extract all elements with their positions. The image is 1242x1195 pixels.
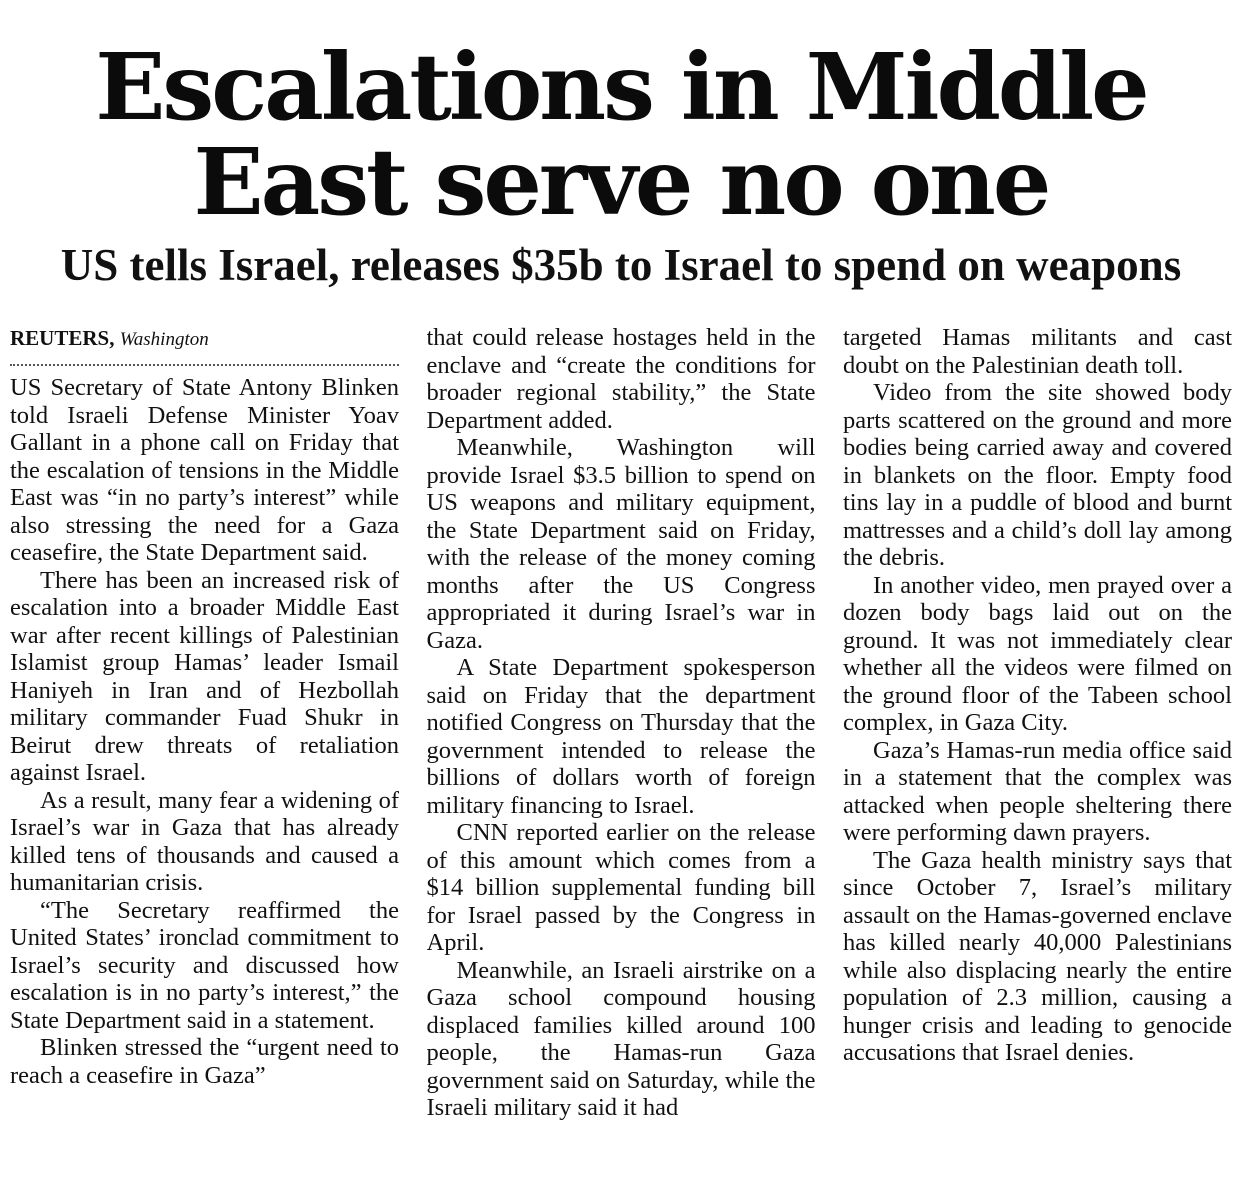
article-body xyxy=(10,324,1232,1184)
paragraph: The Gaza health ministry says that since October 7, Israel’s military assault on the Hamas-governed enclave has killed nearly 40,000 Palestinians while also displacing nearly the entire population of 2.3 million, causing a hunger crisis and leading to genocide accusations that Israel denies. xyxy=(843,846,1232,1066)
paragraph: US Secretary of State Antony Blinken told Israeli Defense Minister Yoav Gallant in a phone call on Friday that the escalation of tensions in the Middle East was “in no party’s interest” while also stressing the need for a Gaza ceasefire, the State Department said. xyxy=(10,374,399,566)
paragraph: A State Department spokesperson said on Friday that the department notified Congress on Thursday that the government intended to release the billions of dollars worth of foreign military financing to Israel. xyxy=(426,654,816,819)
paragraph: As a result, many fear a widening of Israel’s war in Gaza that has already killed tens of thousands and caused a humanitarian crisis. xyxy=(10,786,399,896)
paragraph: In another video, men prayed over a dozen body bags laid out on the ground. It was not immediately clear whether all the videos were filmed on the ground floor of the Tabeen school complex, in Gaza City. xyxy=(843,571,1232,736)
paragraph: Meanwhile, Washington will provide Israel $3.5 billion to spend on US weapons and military equipment, the State Department said on Friday, with the release of the money coming months after the US Congress appropriated it during Israel’s war in Gaza. xyxy=(426,434,816,654)
byline-agency: REUTERS, xyxy=(10,326,115,350)
column-1 xyxy=(10,324,399,1184)
subheadline: US tells Israel, releases $35b to Israel to spend on weapons xyxy=(60,240,1182,290)
paragraph: CNN reported earlier on the release of this amount which comes from a $14 billion supplemental funding bill for Israel passed by the Congress in April. xyxy=(426,819,816,956)
headline-line-1: Escalations in Middle xyxy=(95,33,1147,141)
headline xyxy=(10,0,1232,236)
byline-place: Washington xyxy=(119,329,209,350)
paragraph: Blinken stressed the “urgent need to reach a ceasefire in Gaza” xyxy=(10,1034,399,1089)
paragraph: Video from the site showed body parts scattered on the ground and more bodies being carried away and covered in blankets on the floor. Empty food tins lay in a puddle of blood and burnt mattresses and a child’s doll lay among the debris. xyxy=(843,379,1232,571)
byline xyxy=(10,324,399,366)
headline-line-2: East serve no one xyxy=(193,128,1049,236)
column-3 xyxy=(843,324,1232,1184)
paragraph-continuation: that could release hostages held in the enclave and “create the conditions for broader regional stability,” the State Department added. xyxy=(426,324,816,434)
paragraph: There has been an increased risk of escalation into a broader Middle East war after recent killings of Palestinian Islamist group Hamas’ leader Ismail Haniyeh in Iran and of Hezbollah military commander Fuad Shukr in Beirut drew threats of retaliation against Israel. xyxy=(10,566,399,786)
paragraph: “The Secretary reaffirmed the United States’ ironclad commitment to Israel’s security and discussed how escalation is in no party’s interest,” the State Department said in a statement. xyxy=(10,896,399,1034)
column-2 xyxy=(427,324,816,1184)
paragraph: Meanwhile, an Israeli airstrike on a Gaza school compound housing displaced families killed around 100 people, the Hamas-run Gaza government said on Saturday, while the Israeli military said it had xyxy=(426,956,816,1121)
paragraph-continuation: targeted Hamas militants and cast doubt on the Palestinian death toll. xyxy=(843,324,1232,379)
paragraph: Gaza’s Hamas-run media office said in a statement that the complex was attacked when people sheltering there were performing dawn prayers. xyxy=(843,736,1232,846)
